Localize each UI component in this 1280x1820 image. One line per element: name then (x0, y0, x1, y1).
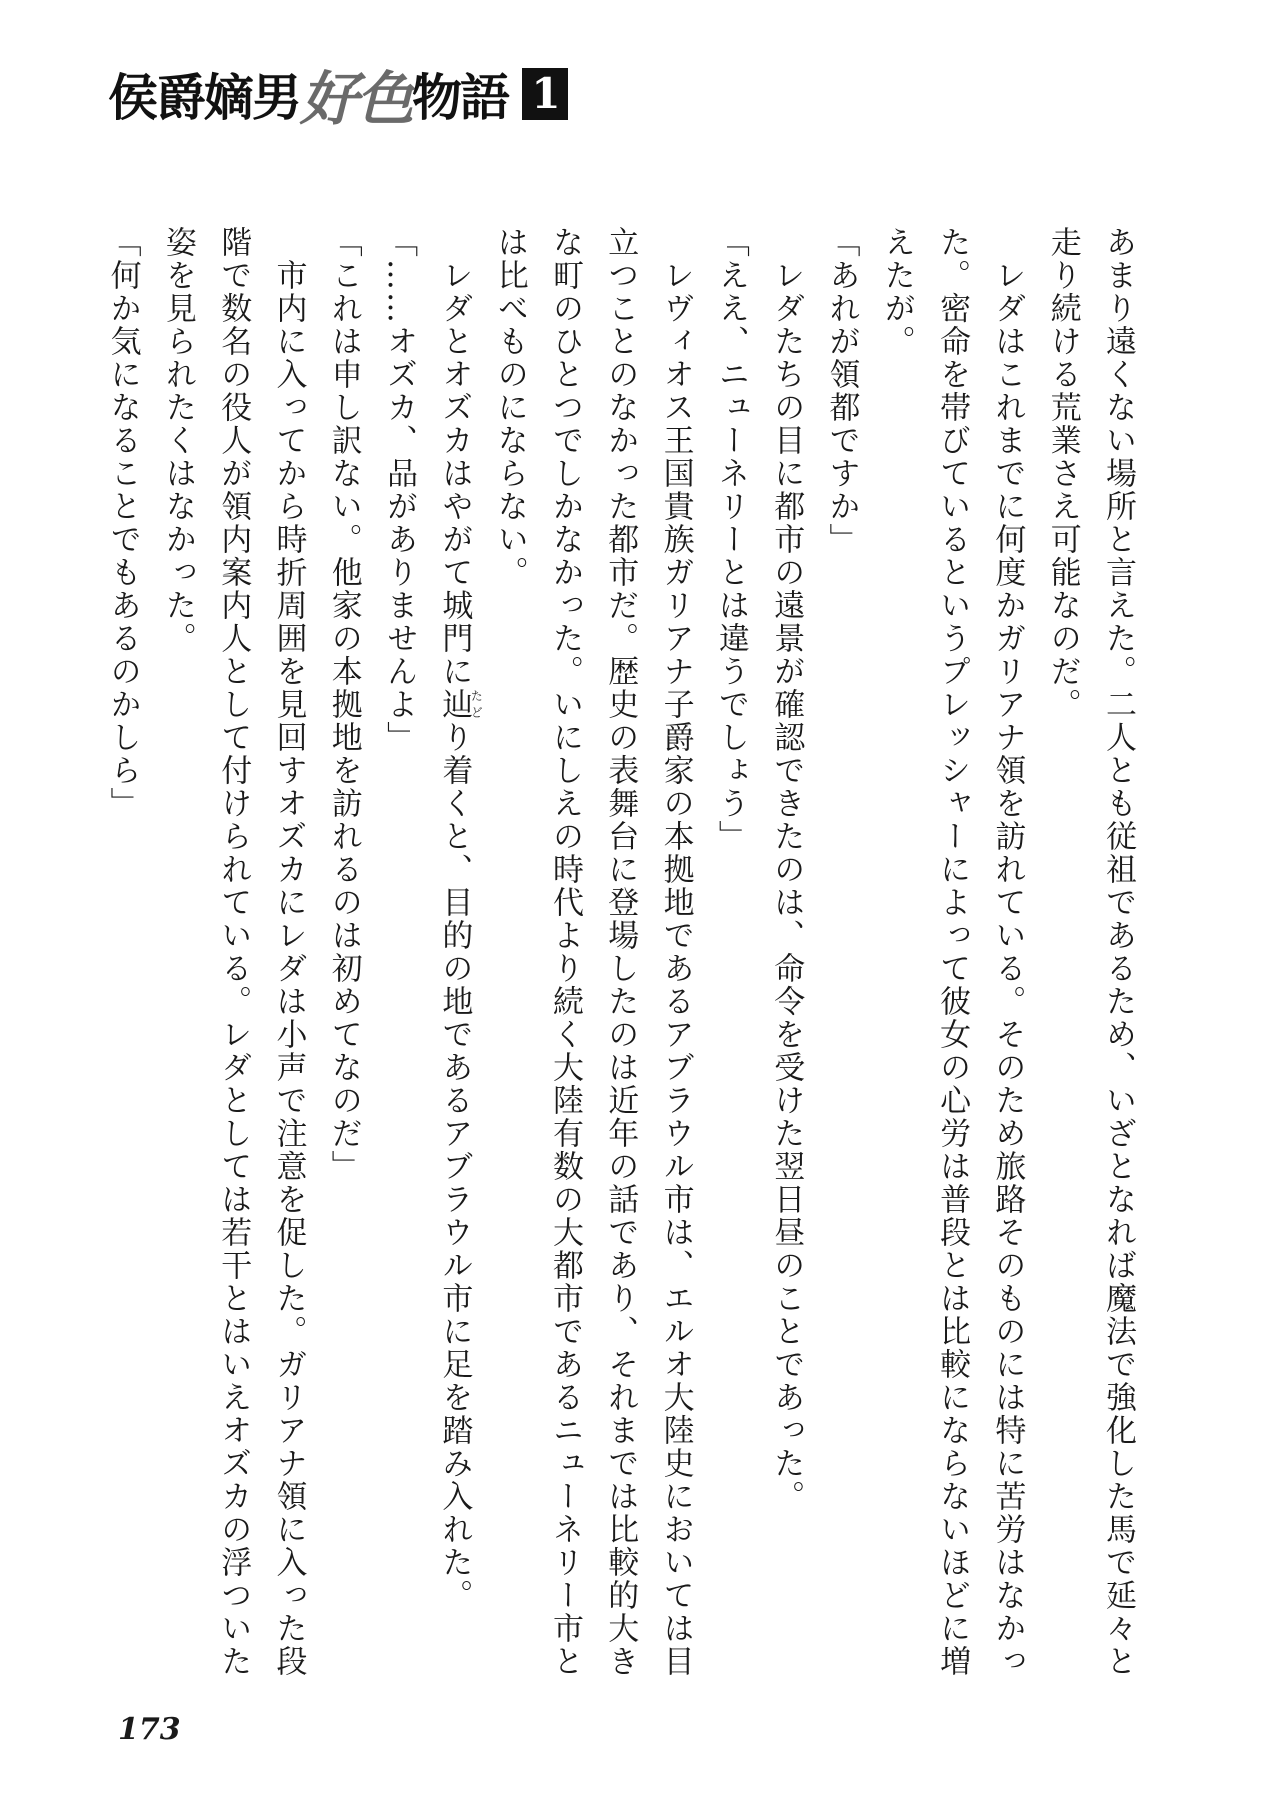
ruby-word (436, 688, 484, 721)
ruby-reading: たど (469, 688, 484, 721)
text-column: レダたちの目に都市の遠景が確認できたのは、命令を受けた翌日昼のことであった。 (768, 226, 805, 1513)
text-column: 「ええ、ニューネリーとは違うでしょう」 (712, 226, 749, 853)
text-column: な町のひとつでしかなかった。いにしえの時代より続く大陸有数の大都市であるニューネリー市と (547, 226, 583, 1678)
text-column: 「これは申し訳ない。他家の本拠地を訪れるのは初めてなのだ」 (325, 226, 362, 1183)
page-number: 173 (118, 1712, 181, 1747)
text-column: レダはこれまでに何度かガリアナ領を訪れている。そのため旅路そのものには特に苦労はなかっ (989, 226, 1026, 1678)
text-column: 姿を見られたくはなかった。 (159, 226, 196, 655)
text-column: あまり遠くない場所と言えた。二人とも従祖であるため、いざとなれば魔法で強化した馬で延々と (1100, 226, 1136, 1678)
ruby-base: 辿 (436, 688, 473, 721)
text-column: 「あれが領都ですか」 (823, 226, 860, 556)
running-header-title (108, 52, 568, 136)
title-part-2: 物語 (412, 68, 509, 127)
text-run: り着くと、目的の地であるアブラウル市に足を踏み入れた。 (436, 721, 473, 1612)
text-column: レヴィオス王国貴族ガリアナ子爵家の本拠地であるアブラウル市は、エルオ大陸史においては目 (657, 226, 694, 1678)
text-column: 走り続ける荒業さえ可能なのだ。 (1044, 226, 1081, 721)
title-part-1: 侯爵嫡男 (108, 68, 300, 127)
text-column: えたが。 (878, 226, 915, 358)
text-column: 市内に入ってから時折周囲を見回すオズカにレダは小声で注意を促した。ガリアナ領に入った段 (270, 226, 307, 1678)
text-run: レダとオズカはやがて城門に (436, 226, 473, 688)
text-column (434, 226, 482, 1656)
text-column: 階で数名の役人が領内案内人として付けられている。レダとしては若干とはいえオズカの浮ついた (215, 226, 252, 1678)
text-column: は比べものにならない。 (491, 226, 528, 589)
text-column: 「何か気になることでもあるのかしら」 (104, 226, 141, 820)
text-column: た。密命を帯びているというプレッシャーによって彼女の心労は普段とは比較にならないほどに増 (934, 226, 971, 1678)
text-column: 「……オズカ、品がありませんよ」 (381, 226, 418, 754)
text-column: 立つことのなかった都市だ。歴史の表舞台に登場したのは近年の話であり、それまでは比較的大き (602, 226, 639, 1678)
volume-badge: 1 (522, 68, 568, 120)
title-accent: 好色 (300, 65, 413, 133)
